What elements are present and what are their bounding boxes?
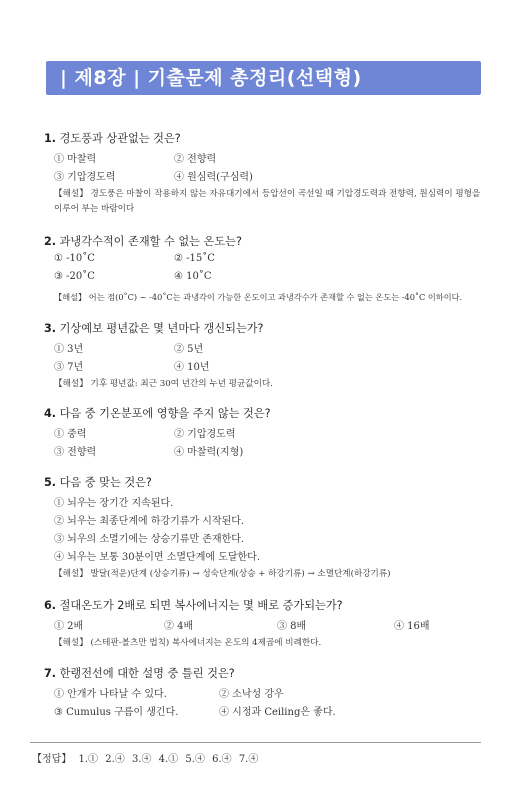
option-4: ④ 마찰력(지형) <box>174 447 244 458</box>
question-2 <box>44 233 489 305</box>
options <box>54 617 489 635</box>
options <box>54 425 489 461</box>
question-7 <box>44 665 489 721</box>
explanation: 【해설】 발달(적운)단계 (상승기류) → 성숙단계(상승 + 하강기류) → 소멸단계(하강기류) <box>54 569 391 579</box>
option-1: ① 안개가 나타날 수 있다. <box>54 689 167 700</box>
options <box>54 494 489 566</box>
option-2: ② -15˚C <box>174 253 215 264</box>
option-4: ④ 시정과 Ceiling은 좋다. <box>219 707 336 718</box>
option-1: ① 2배 <box>54 621 84 632</box>
option-3: ③ 7년 <box>54 362 84 373</box>
question-5 <box>44 474 489 582</box>
explanation: 【해설】 경도풍은 마찰이 작용하지 않는 자유대기에서 등압선이 곡선일 때 기압경도력과 전향력, 원심력이 평형을 이루어 부는 바람이다 <box>54 189 481 214</box>
option-1: ① 3년 <box>54 344 84 355</box>
question-text: 다음 중 기온분포에 영향을 주지 않는 것은? <box>59 407 271 420</box>
explanation: 【해설】 어는 점(0˚C) ~ -40˚C는 과냉각이 가능한 온도이고 과냉각수가 존재할 수 없는 온도는 -40˚C 이하이다. <box>54 292 463 302</box>
option-1: ① 뇌우는 장기간 지속된다. <box>54 498 174 509</box>
option-2: ② 5년 <box>174 344 204 355</box>
chapter-title-banner <box>46 61 481 95</box>
question-text: 절대온도가 2배로 되면 복사에너지는 몇 배로 증가되는가? <box>59 599 343 612</box>
option-4: ④ 뇌우는 보통 30분이면 소멸단계에 도달한다. <box>54 552 261 563</box>
question-text: 다음 중 맞는 것은? <box>59 476 152 489</box>
question-text: 기상예보 평년값은 몇 년마다 갱신되는가? <box>59 322 264 335</box>
question-text: 과냉각수적이 존재할 수 없는 온도는? <box>59 235 242 248</box>
option-2: ② 소낙성 강우 <box>219 689 284 700</box>
explanation: 【해설】 (스테판-볼츠만 법칙) 복사에너지는 온도의 4제곱에 비례한다. <box>54 638 322 648</box>
question-number: 5. <box>44 476 57 489</box>
option-3: ③ 전향력 <box>54 447 97 458</box>
chapter-title: | 제8장 | 기출문제 총정리(선택형) <box>60 67 362 89</box>
question-number: 2. <box>44 235 57 248</box>
option-1: ① 마찰력 <box>54 154 97 165</box>
explanation: 【해설】 기후 평년값: 최근 30여 년간의 누년 평균값이다. <box>54 379 273 389</box>
option-2: ② 4배 <box>164 621 194 632</box>
option-4: ④ 10년 <box>174 362 210 373</box>
option-1: ① 중력 <box>54 429 87 440</box>
option-4: ④ 16배 <box>394 621 430 632</box>
option-2: ② 전향력 <box>174 154 217 165</box>
option-2: ② 기압경도력 <box>174 429 236 440</box>
question-1 <box>44 130 489 217</box>
question-6 <box>44 597 489 651</box>
options <box>54 253 489 289</box>
option-3: ③ 뇌우의 소멸기에는 상승기류만 존재한다. <box>54 534 245 545</box>
question-4 <box>44 405 489 461</box>
option-3: ③ Cumulus 구름이 생긴다. <box>54 707 179 718</box>
option-3: ③ 8배 <box>277 621 307 632</box>
option-2: ② 뇌우는 최종단계에 하강기류가 시작된다. <box>54 516 245 527</box>
options <box>54 150 489 186</box>
option-1: ① -10˚C <box>54 253 95 264</box>
option-3: ③ -20˚C <box>54 271 95 282</box>
question-text: 경도풍과 상관없는 것은? <box>59 132 181 145</box>
question-number: 4. <box>44 407 57 420</box>
option-4: ④ 원심력(구심력) <box>174 172 253 183</box>
option-4: ④ 10˚C <box>174 271 212 282</box>
divider <box>30 742 481 743</box>
option-3: ③ 기압경도력 <box>54 172 116 183</box>
options <box>54 685 489 721</box>
answer-key: 【정답】 1.① 2.④ 3.④ 4.① 5.④ 6.④ 7.④ <box>32 754 259 765</box>
question-number: 7. <box>44 667 57 680</box>
question-number: 3. <box>44 322 57 335</box>
question-3 <box>44 320 489 392</box>
question-number: 6. <box>44 599 57 612</box>
options <box>54 340 489 376</box>
question-number: 1. <box>44 132 57 145</box>
question-text: 한랭전선에 대한 설명 중 틀린 것은? <box>59 667 235 680</box>
